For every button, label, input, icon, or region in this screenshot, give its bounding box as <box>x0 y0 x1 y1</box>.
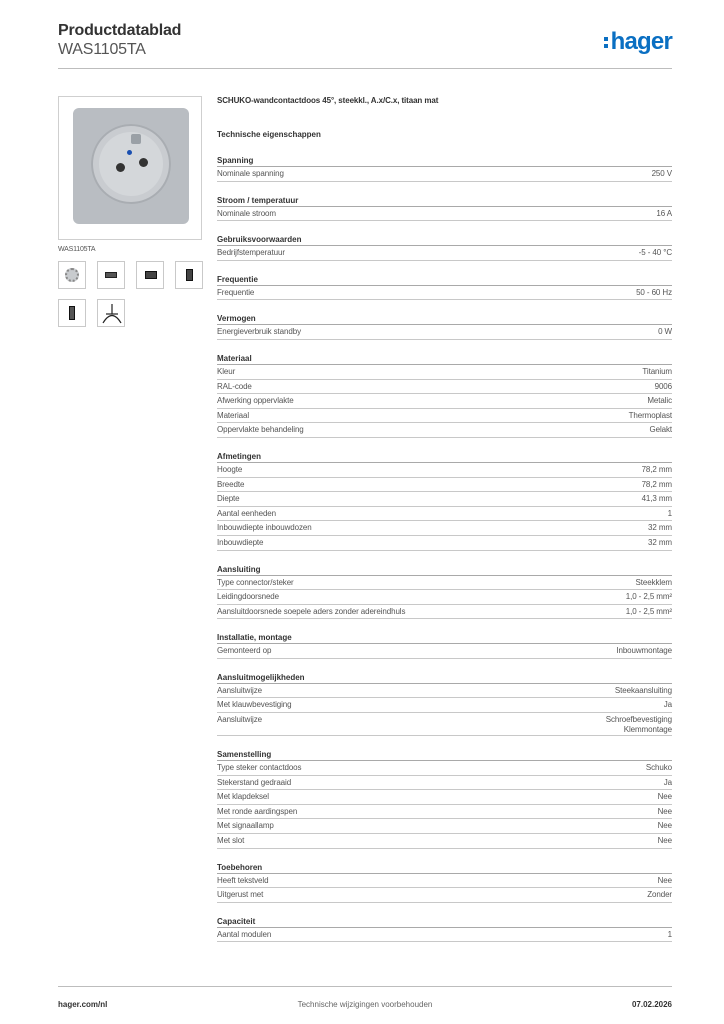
spec-section <box>217 564 672 620</box>
spec-label: Met klauwbevestiging <box>217 700 292 710</box>
spec-section <box>217 155 672 182</box>
section-title: Aansluiting <box>217 564 672 576</box>
spec-value: Gelakt <box>649 425 672 435</box>
spec-value: Inbouwmontage <box>616 646 672 656</box>
spec-value: 32 mm <box>648 537 672 547</box>
spec-label: Hoogte <box>217 464 243 474</box>
earth-clip <box>131 134 141 144</box>
spec-value: Nee <box>657 792 672 802</box>
spec-section <box>217 749 672 849</box>
spec-row <box>217 888 672 903</box>
spec-row <box>217 819 672 834</box>
spec-row <box>217 478 672 493</box>
spec-section <box>217 632 672 659</box>
spec-section <box>217 353 672 438</box>
spec-value: Metalic <box>647 396 672 406</box>
product-media-column <box>58 96 202 327</box>
spec-value: 9006 <box>654 381 672 391</box>
spec-row <box>217 698 672 713</box>
spec-value: -5 - 40 °C <box>638 248 672 258</box>
shutter-dot <box>127 150 132 155</box>
spec-section <box>217 274 672 301</box>
spec-label: Aantal eenheden <box>217 508 277 518</box>
spec-row <box>217 644 672 659</box>
spec-row <box>217 761 672 776</box>
spec-label: RAL-code <box>217 381 252 391</box>
spec-value: Steekklem <box>635 577 672 587</box>
spec-label: Met ronde aardingspen <box>217 806 298 816</box>
spec-label: Afwerking oppervlakte <box>217 396 294 406</box>
header-divider <box>58 68 672 69</box>
spec-row <box>217 394 672 409</box>
product-code: WAS1105TA <box>58 41 146 58</box>
section-title: Capaciteit <box>217 916 672 928</box>
spec-label: Aansluitwijze <box>217 685 262 695</box>
spec-row <box>217 463 672 478</box>
flat-mount-icon[interactable] <box>97 261 125 289</box>
spec-value: 32 mm <box>648 523 672 533</box>
section-title: Samenstelling <box>217 749 672 761</box>
spec-sections <box>217 155 672 942</box>
spec-row <box>217 521 672 536</box>
section-title: Aansluitmogelijkheden <box>217 672 672 684</box>
section-title: Toebehoren <box>217 862 672 874</box>
spec-label: Energieverbruik standby <box>217 327 301 337</box>
spec-row <box>217 805 672 820</box>
spec-value: Thermoplast <box>628 410 672 420</box>
spec-value: Nee <box>657 875 672 885</box>
spec-value: 1 <box>667 508 672 518</box>
spec-row <box>217 790 672 805</box>
document-title: Productdatablad <box>58 22 182 39</box>
round-socket-icon[interactable] <box>58 261 86 289</box>
spec-row <box>217 834 672 849</box>
spec-value: 16 A <box>656 208 672 218</box>
spec-value: 1,0 - 2,5 mm² <box>625 592 672 602</box>
spec-row <box>217 507 672 522</box>
spec-section <box>217 195 672 222</box>
logo-dots-icon <box>604 34 609 51</box>
socket-plate-image <box>73 108 189 224</box>
spec-label: Leidingdoorsnede <box>217 592 280 602</box>
spec-value: Ja <box>663 700 672 710</box>
spec-label: Inbouwdiepte <box>217 537 264 547</box>
vertical-view-icon[interactable] <box>58 299 86 327</box>
product-name: SCHUKO-wandcontactdoos 45°, steekkl., A.x/C.x, titaan mat <box>217 96 439 105</box>
spec-label: Met slot <box>217 836 245 846</box>
section-title: Afmetingen <box>217 451 672 463</box>
spec-value: Schuko <box>645 763 672 773</box>
spec-label: Oppervlakte behandeling <box>217 425 304 435</box>
spec-section <box>217 916 672 943</box>
socket-pin-left <box>116 163 125 172</box>
spec-value: Titanium <box>642 366 672 376</box>
spec-value: Ja <box>663 777 672 787</box>
spec-value: Nee <box>657 821 672 831</box>
spec-label: Bedrijfstemperatuur <box>217 248 285 258</box>
product-image[interactable] <box>58 96 202 240</box>
section-title: Materiaal <box>217 353 672 365</box>
spec-value: Zonder <box>647 890 672 900</box>
spec-row <box>217 286 672 301</box>
spec-row <box>217 325 672 340</box>
spec-label: Type steker contactdoos <box>217 763 302 773</box>
spec-label: Type connector/steker <box>217 577 294 587</box>
spec-row <box>217 684 672 699</box>
spec-value: 0 W <box>658 327 672 337</box>
spec-row <box>217 167 672 182</box>
spec-value: 250 V <box>651 169 672 178</box>
website-link[interactable]: hager.com/nl <box>58 1000 108 1009</box>
section-title: Vermogen <box>217 313 672 325</box>
section-title: Frequentie <box>217 274 672 286</box>
socket-pin-right <box>139 158 148 167</box>
logo-wordmark: hager <box>610 28 672 55</box>
section-title: Stroom / temperatuur <box>217 195 672 207</box>
product-specifications <box>217 96 672 942</box>
spec-row <box>217 380 672 395</box>
spec-section <box>217 234 672 261</box>
spec-label: Diepte <box>217 494 240 504</box>
spec-row <box>217 536 672 551</box>
spec-value: 78,2 mm <box>641 464 672 474</box>
spec-value: 50 - 60 Hz <box>636 287 672 297</box>
spec-row <box>217 590 672 605</box>
spec-label: Met klapdeksel <box>217 792 269 802</box>
spec-row <box>217 576 672 591</box>
spec-label: Nominale stroom <box>217 208 276 218</box>
document-date: 07.02.2026 <box>631 1000 672 1009</box>
spec-value: Nee <box>657 836 672 846</box>
spec-label: Materiaal <box>217 410 250 420</box>
box-mount-icon[interactable] <box>136 261 164 289</box>
spec-row <box>217 246 672 261</box>
page-header <box>58 20 672 68</box>
spec-section <box>217 672 672 736</box>
socket-ring <box>91 124 171 204</box>
spec-value: 78,2 mm <box>641 479 672 489</box>
footer-divider <box>58 986 672 987</box>
spec-label: Aansluitdoorsnede soepele aders zonder adereindhuls <box>217 606 406 616</box>
side-view-icon[interactable] <box>175 261 203 289</box>
thumbnail-gallery <box>58 261 202 327</box>
spec-value: Schroefbevestiging Klemmontage <box>605 715 672 735</box>
spec-row <box>217 492 672 507</box>
spec-row <box>217 928 672 943</box>
spec-value: Steekaansluiting <box>614 685 672 695</box>
spec-label: Nominale spanning <box>217 169 284 178</box>
section-title: Spanning <box>217 155 672 167</box>
spec-row <box>217 423 672 438</box>
spec-value: Nee <box>657 806 672 816</box>
spec-section <box>217 313 672 340</box>
section-title: Gebruiksvoorwaarden <box>217 234 672 246</box>
hager-logo <box>604 29 672 55</box>
spec-row <box>217 874 672 889</box>
spec-row <box>217 713 672 736</box>
spec-label: Breedte <box>217 479 245 489</box>
spec-label: Frequentie <box>217 287 255 297</box>
spec-section <box>217 862 672 903</box>
spec-value: 1,0 - 2,5 mm² <box>625 606 672 616</box>
section-title: Installatie, montage <box>217 632 672 644</box>
page-footer <box>58 992 672 1008</box>
socket-face <box>99 132 163 196</box>
spec-row <box>217 207 672 222</box>
spec-label: Uitgerust met <box>217 890 264 900</box>
spec-row <box>217 776 672 791</box>
wiring-symbol-icon[interactable] <box>97 299 125 327</box>
spec-label: Aansluitwijze <box>217 715 262 725</box>
spec-label: Heeft tekstveld <box>217 875 269 885</box>
spec-row <box>217 409 672 424</box>
spec-label: Stekerstand gedraaid <box>217 777 292 787</box>
spec-row <box>217 605 672 620</box>
spec-label: Gemonteerd op <box>217 646 272 656</box>
spec-label: Met signaallamp <box>217 821 274 831</box>
spec-value: 41,3 mm <box>641 494 672 504</box>
image-caption: WAS1105TA <box>58 246 96 253</box>
technical-properties-title: Technische eigenschappen <box>217 130 321 139</box>
spec-label: Aantal modulen <box>217 929 272 939</box>
spec-label: Kleur <box>217 366 236 376</box>
spec-row <box>217 365 672 380</box>
spec-value: 1 <box>667 929 672 939</box>
spec-label: Inbouwdiepte inbouwdozen <box>217 523 312 533</box>
disclaimer-text: Technische wijzigingen voorbehouden <box>297 1000 433 1009</box>
spec-section <box>217 451 672 551</box>
